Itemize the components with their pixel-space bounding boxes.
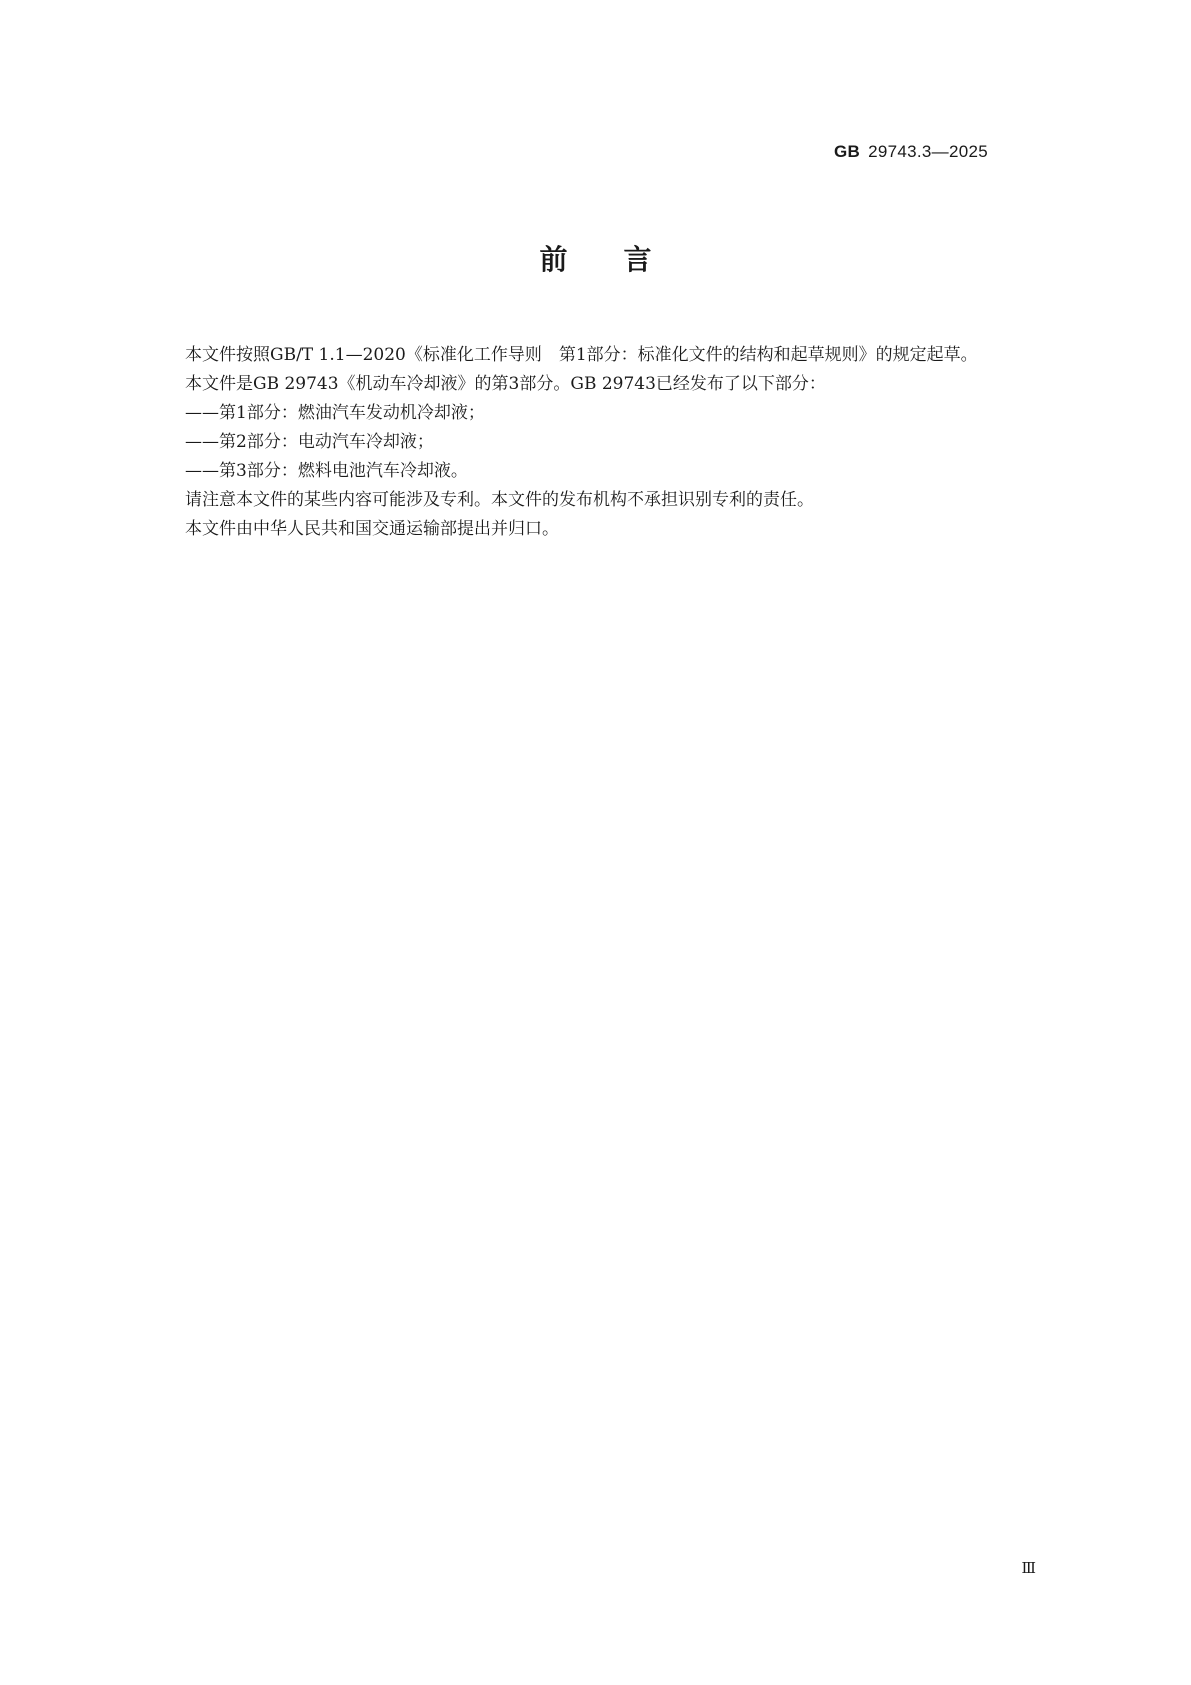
standard-code-number: 29743.3—2025 [868, 142, 988, 161]
paragraph-patent-notice: 请注意本文件的某些内容可能涉及专利。本文件的发布机构不承担识别专利的责任。 [185, 490, 814, 510]
paragraph-proposer: 本文件由中华人民共和国交通运输部提出并归口。 [185, 519, 559, 539]
standard-code-prefix: GB [834, 142, 861, 161]
page-number: Ⅲ [1021, 1559, 1036, 1577]
standard-code [834, 142, 988, 162]
list-item: ——第2部分：电动汽车冷却液； [185, 432, 434, 452]
paragraph-drafting-basis: 本文件按照GB/T 1.1—2020《标准化工作导则 第1部分：标准化文件的结构和起草规则》的规定起草。 [185, 345, 978, 365]
list-item: ——第1部分：燃油汽车发动机冷却液； [185, 403, 485, 423]
page-title: 前言 [539, 243, 708, 276]
list-item: ——第3部分：燃料电池汽车冷却液。 [185, 461, 468, 481]
paragraph-part-statement: 本文件是GB 29743《机动车冷却液》的第3部分。GB 29743已经发布了以下部分： [185, 374, 826, 394]
foreword-body [143, 341, 1063, 544]
